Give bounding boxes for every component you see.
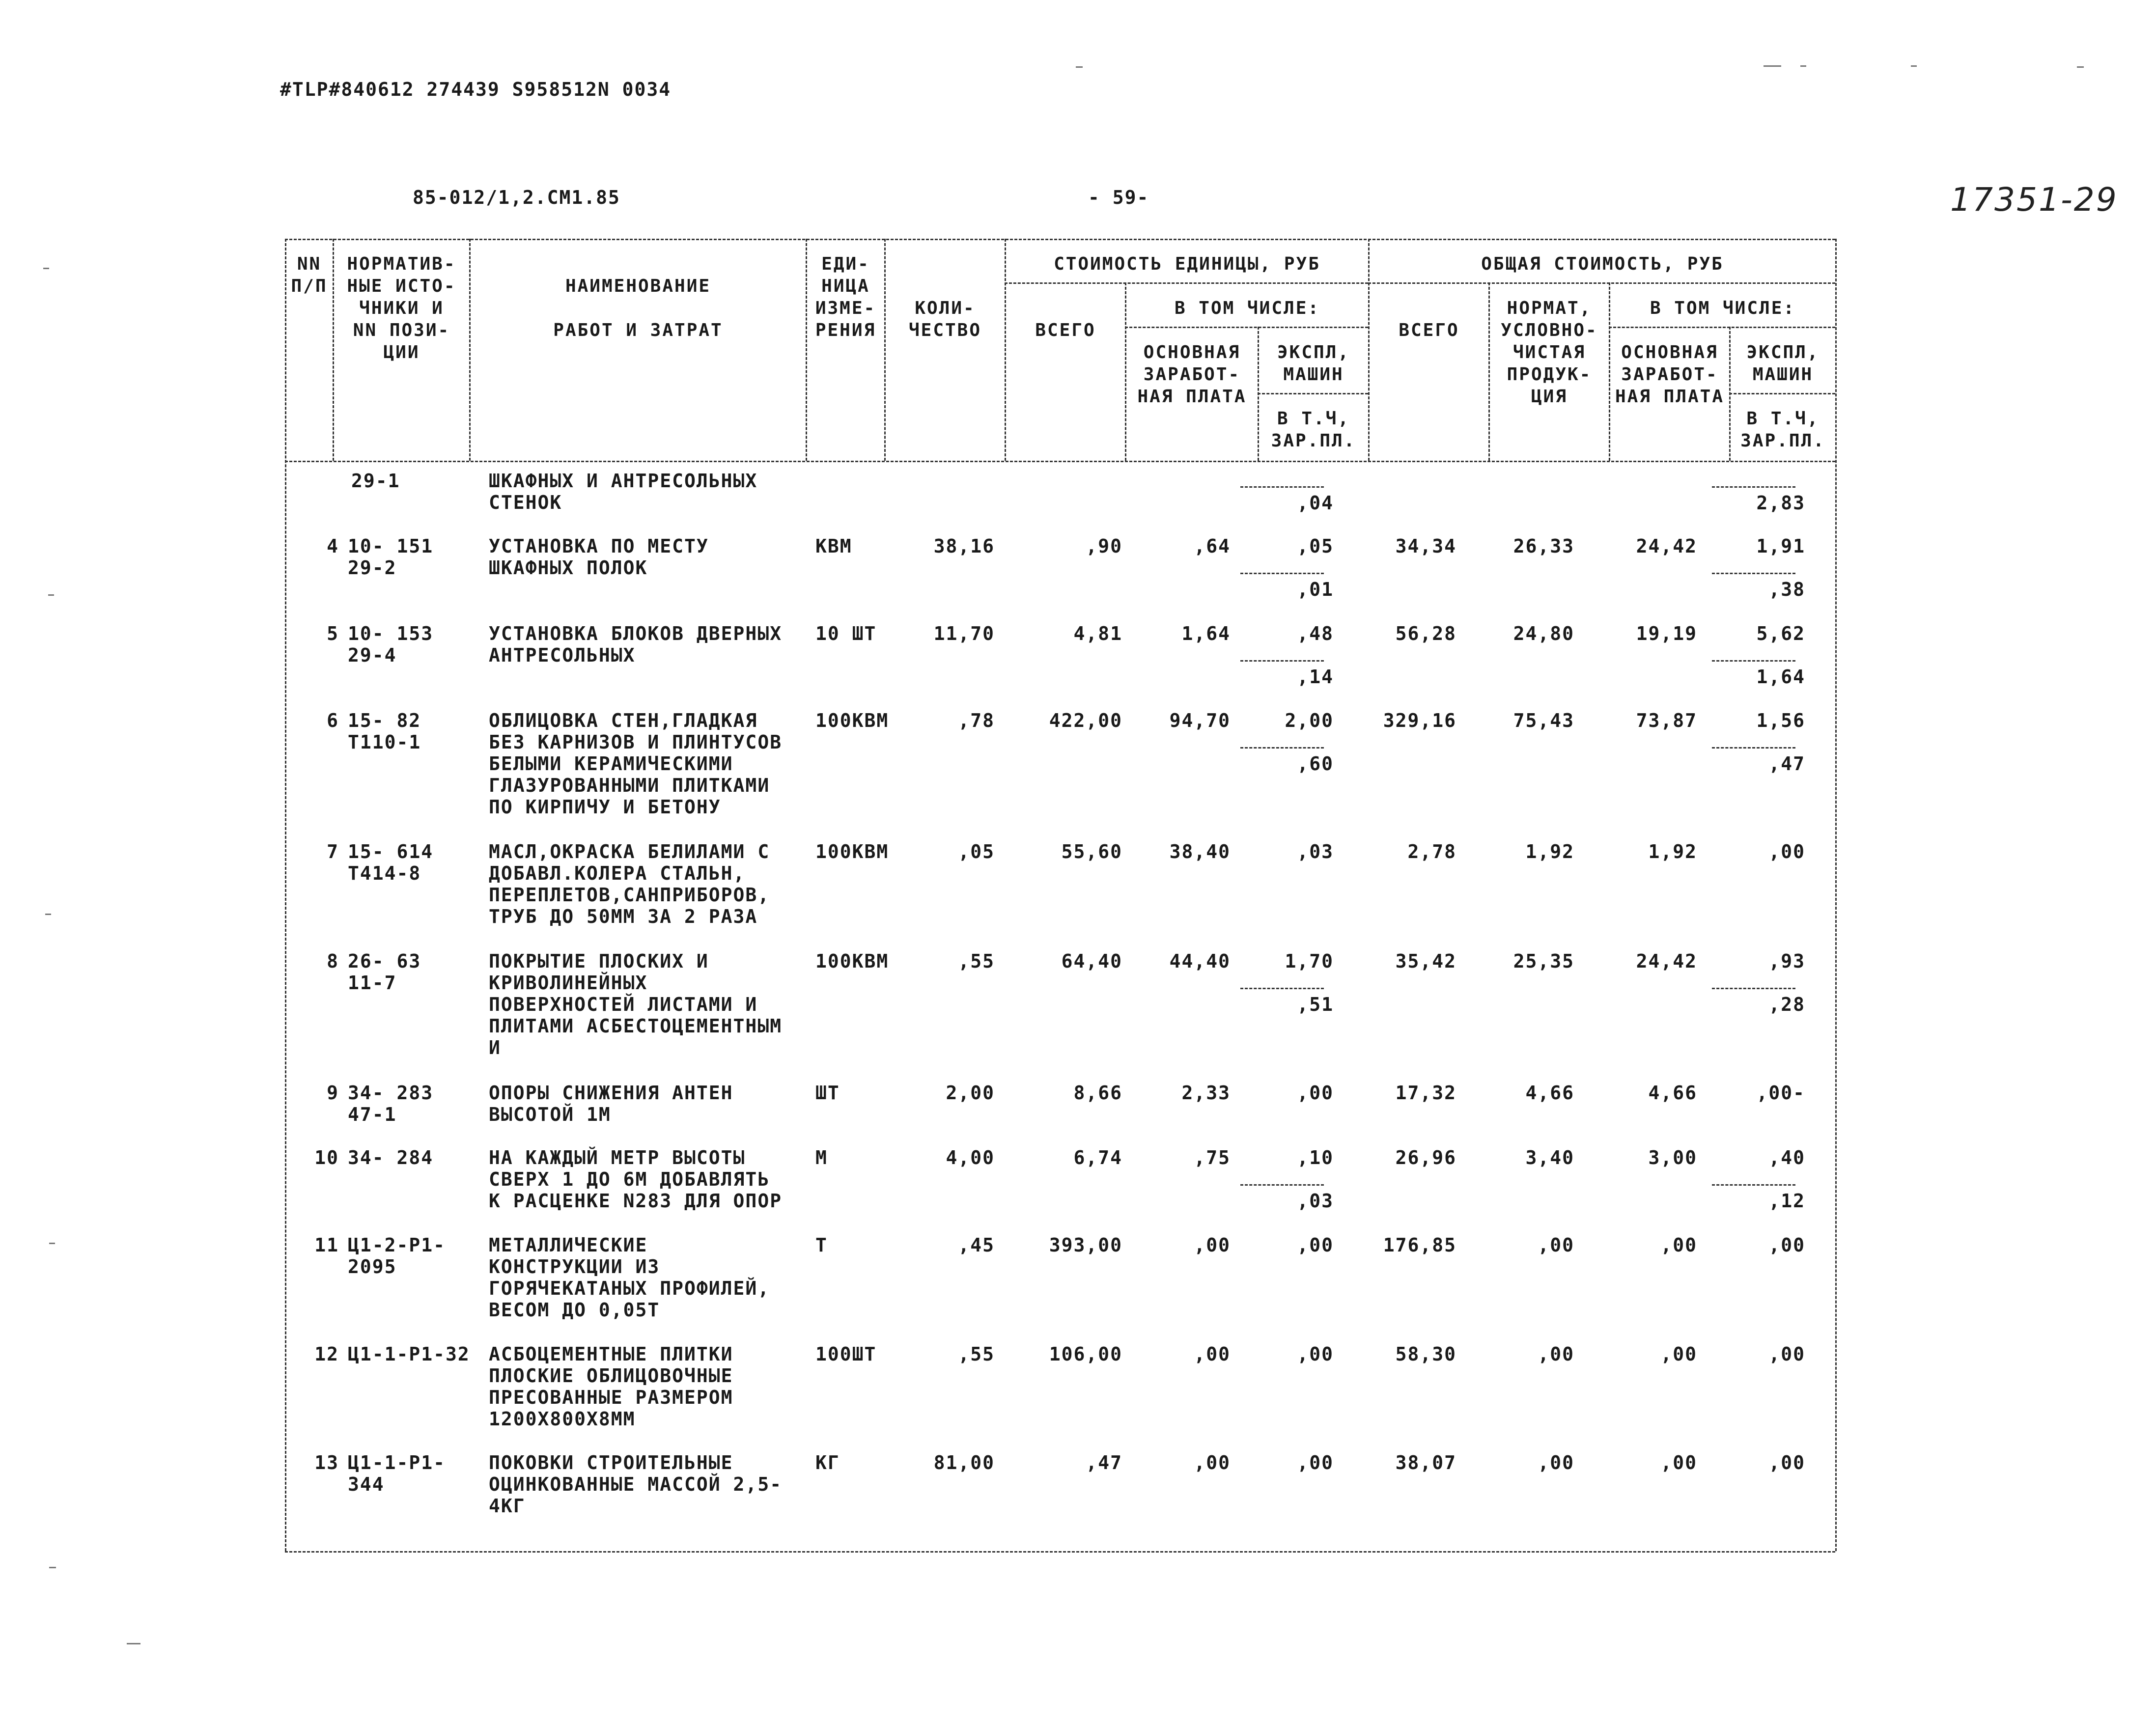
cell-wage: ,64	[1194, 535, 1231, 557]
cell-t-total: 35,42	[1395, 950, 1456, 972]
subtotal-separator	[1712, 747, 1795, 749]
cell-t-wage: 4,66	[1648, 1082, 1697, 1104]
cell-code: Ц1-2-Р1- 2095	[348, 1234, 446, 1278]
cell-total: 6,74	[1073, 1147, 1122, 1168]
cell-code: Ц1-1-Р1- 344	[348, 1452, 446, 1495]
cell-name: ШКАФНЫХ И АНТРЕСОЛЬНЫХ СТЕНОК	[489, 470, 758, 513]
cell-num: 10	[314, 1147, 339, 1168]
cell-mach: ,05	[1297, 535, 1334, 557]
subtotal-separator	[1712, 660, 1795, 662]
header-total-incl-wage: В Т.Ч, ЗАР.ПЛ.	[1740, 409, 1825, 451]
cell-num: 8	[327, 950, 339, 972]
cell-t-wage: ,00	[1660, 1452, 1697, 1473]
subtotal-separator	[1240, 747, 1324, 749]
cell-total: 422,00	[1049, 710, 1122, 731]
scan-speck	[2077, 66, 2084, 68]
cell-qty: ,05	[958, 841, 995, 862]
cell-t-mach-sub: ,47	[1768, 753, 1805, 775]
cell-name: ПОКРЫТИЕ ПЛОСКИХ И КРИВОЛИНЕЙНЫХ ПОВЕРХНОСТЕЙ ЛИСТАМИ И ПЛИТАМИ АСБЕСТОЦЕМЕНТНЫМ И	[489, 950, 783, 1058]
cell-mach: 2,00	[1285, 710, 1334, 731]
cell-mach: 1,70	[1285, 950, 1334, 972]
header-total-including: В ТОМ ЧИСЛЕ:	[1650, 298, 1796, 318]
scan-speck	[49, 1243, 55, 1244]
cell-code: 15- 82 Т110-1	[348, 710, 421, 753]
cell-t-net: 24,80	[1513, 623, 1574, 644]
cell-t-wage: 73,87	[1636, 710, 1697, 731]
cell-t-mach: 1,91	[1756, 535, 1805, 557]
cell-t-total: 329,16	[1383, 710, 1456, 731]
subtotal-separator	[1712, 573, 1795, 574]
cell-name: АСБОЦЕМЕНТНЫЕ ПЛИТКИ ПЛОСКИЕ ОБЛИЦОВОЧНЫЕ ПРЕСОВАННЫЕ РАЗМЕРОМ 1200Х800Х8ММ	[489, 1343, 733, 1430]
cell-unit: 100ШТ	[815, 1343, 877, 1365]
cell-mach: ,03	[1297, 841, 1334, 862]
cell-code: 29-1	[351, 470, 400, 492]
cell-t-mach-sub: 2,83	[1756, 492, 1805, 514]
cell-qty: 2,00	[946, 1082, 995, 1104]
header-total-all: ВСЕГО	[1399, 320, 1459, 340]
cell-t-mach: ,93	[1768, 950, 1805, 972]
cell-t-mach: ,00	[1768, 1452, 1805, 1473]
cell-t-net: 3,40	[1525, 1147, 1574, 1168]
header-unit: ЕДИ- НИЦА ИЗМЕ- РЕНИЯ	[815, 254, 876, 340]
cell-total: 8,66	[1073, 1082, 1122, 1104]
scan-speck	[1800, 65, 1806, 67]
cell-mach-sub: ,14	[1297, 666, 1334, 688]
cell-code: 34- 284	[348, 1147, 434, 1168]
cell-t-mach: ,00	[1768, 1343, 1805, 1365]
table-right-border	[1835, 239, 1837, 1551]
cell-code: 10- 153 29-4	[348, 623, 434, 666]
cell-mach: ,48	[1297, 623, 1334, 644]
cell-unit: 100КВМ	[815, 710, 889, 731]
header-divider	[469, 239, 471, 461]
cell-t-net: ,00	[1538, 1452, 1574, 1473]
cell-num: 4	[327, 535, 339, 557]
subtotal-separator	[1712, 486, 1795, 488]
subtotal-separator	[1240, 486, 1324, 488]
cell-t-mach: ,00	[1768, 841, 1805, 862]
cell-wage: 1,64	[1181, 623, 1231, 644]
table-top-border	[285, 239, 1835, 240]
cell-t-wage: ,00	[1660, 1234, 1697, 1256]
scan-speck	[48, 594, 54, 596]
document-reference: 85-012/1,2.CM1.85	[413, 187, 620, 208]
cell-wage: 94,70	[1169, 710, 1231, 731]
cell-wage: 38,40	[1169, 841, 1231, 862]
cell-t-mach: 1,56	[1756, 710, 1805, 731]
cell-t-total: 176,85	[1383, 1234, 1456, 1256]
cell-t-wage: 19,19	[1636, 623, 1697, 644]
cell-t-total: 34,34	[1395, 535, 1456, 557]
cell-unit: ШТ	[815, 1082, 840, 1104]
cell-t-mach: ,40	[1768, 1147, 1805, 1168]
header-subline	[1368, 282, 1835, 284]
cell-name: ОБЛИЦОВКА СТЕН,ГЛАДКАЯ БЕЗ КАРНИЗОВ И ПЛИНТУСОВ БЕЛЫМИ КЕРАМИЧЕСКИМИ ГЛАЗУРОВАННЫМИ ПЛИТКАМИ ПО КИРПИЧУ И БЕТОНУ	[489, 710, 783, 818]
header-subline	[1729, 393, 1835, 394]
cell-num: 5	[327, 623, 339, 644]
cell-t-total: 58,30	[1395, 1343, 1456, 1365]
header-unit-including: В ТОМ ЧИСЛЕ:	[1174, 298, 1320, 318]
cell-t-net: 25,35	[1513, 950, 1574, 972]
cell-mach-sub: ,60	[1297, 753, 1334, 775]
cell-t-mach-sub: ,28	[1768, 994, 1805, 1015]
cell-total: ,47	[1086, 1452, 1122, 1473]
cell-t-total: 38,07	[1395, 1452, 1456, 1473]
header-normative-source: НОРМАТИВ- НЫЕ ИСТО- ЧНИКИ И NN ПОЗИ- ЦИИ	[347, 254, 456, 362]
header-bottom-border	[285, 461, 1835, 462]
page-number: - 59-	[1088, 187, 1149, 208]
cell-wage: ,75	[1194, 1147, 1231, 1168]
header-net-production: НОРМАТ, УСЛОВНО- ЧИСТАЯ ПРОДУК- ЦИЯ	[1501, 298, 1598, 407]
table-bottom-border	[285, 1551, 1835, 1553]
subtotal-separator	[1240, 660, 1324, 662]
cell-t-wage: 24,42	[1636, 950, 1697, 972]
subtotal-separator	[1712, 988, 1795, 989]
cell-code: 26- 63 11-7	[348, 950, 421, 994]
cell-wage: ,00	[1194, 1234, 1231, 1256]
cell-name: УСТАНОВКА ПО МЕСТУ ШКАФНЫХ ПОЛОК	[489, 535, 709, 579]
cell-total: 106,00	[1049, 1343, 1122, 1365]
header-total-wage: ОСНОВНАЯ ЗАРАБОТ- НАЯ ПЛАТА	[1615, 342, 1725, 407]
scan-speck	[45, 914, 51, 915]
header-row-number: NN П/П	[291, 254, 328, 296]
table-left-border	[285, 239, 286, 1551]
cell-t-wage: 3,00	[1648, 1147, 1697, 1168]
cell-num: 13	[314, 1452, 339, 1473]
header-total-machinery: ЭКСПЛ, МАШИН	[1746, 342, 1820, 385]
cell-t-net: 1,92	[1525, 841, 1574, 862]
cell-qty: 81,00	[933, 1452, 995, 1473]
cell-wage: ,00	[1194, 1452, 1231, 1473]
cell-qty: 4,00	[946, 1147, 995, 1168]
cell-t-mach-sub: ,12	[1768, 1190, 1805, 1212]
cell-name: МЕТАЛЛИЧЕСКИЕ КОНСТРУКЦИИ ИЗ ГОРЯЧЕКАТАНЫХ ПРОФИЛЕЙ, ВЕСОМ ДО 0,05Т	[489, 1234, 770, 1321]
cell-total: 55,60	[1061, 841, 1122, 862]
cell-name: ОПОРЫ СНИЖЕНИЯ АНТЕН ВЫСОТОЙ 1М	[489, 1082, 733, 1125]
cell-code: Ц1-1-Р1-32	[348, 1343, 470, 1365]
cell-name: УСТАНОВКА БЛОКОВ ДВЕРНЫХ АНТРЕСОЛЬНЫХ	[489, 623, 783, 666]
scan-speck	[127, 1643, 140, 1644]
header-unit-total: ВСЕГО	[1035, 320, 1096, 340]
cell-t-total: 2,78	[1407, 841, 1456, 862]
cell-qty: ,55	[958, 950, 995, 972]
cell-unit: КГ	[815, 1452, 840, 1473]
cell-unit: Т	[815, 1234, 828, 1256]
cell-unit: 100КВМ	[815, 841, 889, 862]
cell-num: 11	[314, 1234, 339, 1256]
cell-code: 15- 614 Т414-8	[348, 841, 434, 884]
cell-mach: ,00	[1297, 1452, 1334, 1473]
scan-speck	[1764, 65, 1781, 67]
cell-t-net: ,00	[1538, 1234, 1574, 1256]
cell-t-mach: ,00-	[1756, 1082, 1805, 1104]
archive-stamp: 17351-29	[1950, 181, 2118, 219]
cell-mach: ,10	[1297, 1147, 1334, 1168]
cell-name: МАСЛ,ОКРАСКА БЕЛИЛАМИ С ДОБАВЛ.КОЛЕРА СТАЛЬН, ПЕРЕПЛЕТОВ,САНПРИБОРОВ, ТРУБ ДО 50ММ ЗА 2 РАЗА	[489, 841, 770, 927]
cell-code: 34- 283 47-1	[348, 1082, 434, 1125]
cell-t-net: 26,33	[1513, 535, 1574, 557]
subtotal-separator	[1712, 1184, 1795, 1186]
cell-mach-sub: ,04	[1297, 492, 1334, 514]
cell-t-wage: 1,92	[1648, 841, 1697, 862]
cell-unit: М	[815, 1147, 828, 1168]
cell-t-net: 4,66	[1525, 1082, 1574, 1104]
cell-t-total: 26,96	[1395, 1147, 1456, 1168]
header-total-cost: ОБЩАЯ СТОИМОСТЬ, РУБ	[1481, 254, 1724, 274]
cell-mach-sub: ,01	[1297, 579, 1334, 600]
cell-qty: ,78	[958, 710, 995, 731]
cell-mach: ,00	[1297, 1234, 1334, 1256]
cell-num: 9	[327, 1082, 339, 1104]
document-code-line: #TLP#840612 274439 S958512N 0034	[280, 79, 672, 100]
cell-unit: 10 ШТ	[815, 623, 877, 644]
cell-wage: 44,40	[1169, 950, 1231, 972]
header-unit-machinery: ЭКСПЛ, МАШИН	[1277, 342, 1350, 385]
header-work-name: НАИМЕНОВАНИЕ РАБОТ И ЗАТРАТ	[553, 276, 723, 340]
cell-t-mach: 5,62	[1756, 623, 1805, 644]
scan-speck	[1076, 66, 1083, 68]
cell-wage: 2,33	[1181, 1082, 1231, 1104]
cell-num: 7	[327, 841, 339, 862]
header-subline	[1258, 393, 1368, 394]
subtotal-separator	[1240, 1184, 1324, 1186]
subtotal-separator	[1240, 573, 1324, 574]
cell-mach: ,00	[1297, 1343, 1334, 1365]
cell-unit: КВМ	[815, 535, 852, 557]
cell-name: НА КАЖДЫЙ МЕТР ВЫСОТЫ СВЕРХ 1 ДО 6М ДОБАВЛЯТЬ К РАСЦЕНКЕ N283 ДЛЯ ОПОР	[489, 1147, 783, 1212]
cell-num: 12	[314, 1343, 339, 1365]
header-quantity: КОЛИ- ЧЕСТВО	[908, 298, 982, 340]
cell-mach: ,00	[1297, 1082, 1334, 1104]
header-divider	[884, 239, 886, 461]
cell-total: 64,40	[1061, 950, 1122, 972]
header-subline	[1005, 282, 1368, 284]
cell-t-net: 75,43	[1513, 710, 1574, 731]
cell-qty: 11,70	[933, 623, 995, 644]
header-unit-cost: СТОИМОСТЬ ЕДИНИЦЫ, РУБ	[1054, 254, 1320, 274]
cell-total: 4,81	[1073, 623, 1122, 644]
header-unit-wage: ОСНОВНАЯ ЗАРАБОТ- НАЯ ПЛАТА	[1137, 342, 1247, 407]
cell-t-wage: ,00	[1660, 1343, 1697, 1365]
header-subline	[1125, 327, 1368, 328]
cell-t-mach: ,00	[1768, 1234, 1805, 1256]
cell-t-mach-sub: ,38	[1768, 579, 1805, 600]
cell-qty: ,45	[958, 1234, 995, 1256]
cell-t-total: 17,32	[1395, 1082, 1456, 1104]
cell-num: 6	[327, 710, 339, 731]
header-subline	[1609, 327, 1835, 328]
cell-name: ПОКОВКИ СТРОИТЕЛЬНЫЕ ОЦИНКОВАННЫЕ МАССОЙ 2,5- 4КГ	[489, 1452, 783, 1517]
cell-t-net: ,00	[1538, 1343, 1574, 1365]
scan-speck	[1911, 65, 1917, 67]
subtotal-separator	[1240, 988, 1324, 989]
cell-unit: 100КВМ	[815, 950, 889, 972]
cell-wage: ,00	[1194, 1343, 1231, 1365]
cell-t-total: 56,28	[1395, 623, 1456, 644]
scan-speck	[49, 1567, 56, 1568]
cell-t-wage: 24,42	[1636, 535, 1697, 557]
cell-mach-sub: ,51	[1297, 994, 1334, 1015]
cell-qty: 38,16	[933, 535, 995, 557]
scan-speck	[43, 268, 49, 269]
cell-total: 393,00	[1049, 1234, 1122, 1256]
header-unit-incl-wage: В Т.Ч, ЗАР.ПЛ.	[1271, 409, 1356, 451]
cell-mach-sub: ,03	[1297, 1190, 1334, 1212]
cell-code: 10- 151 29-2	[348, 535, 434, 579]
cell-total: ,90	[1086, 535, 1122, 557]
cell-t-mach-sub: 1,64	[1756, 666, 1805, 688]
cell-qty: ,55	[958, 1343, 995, 1365]
